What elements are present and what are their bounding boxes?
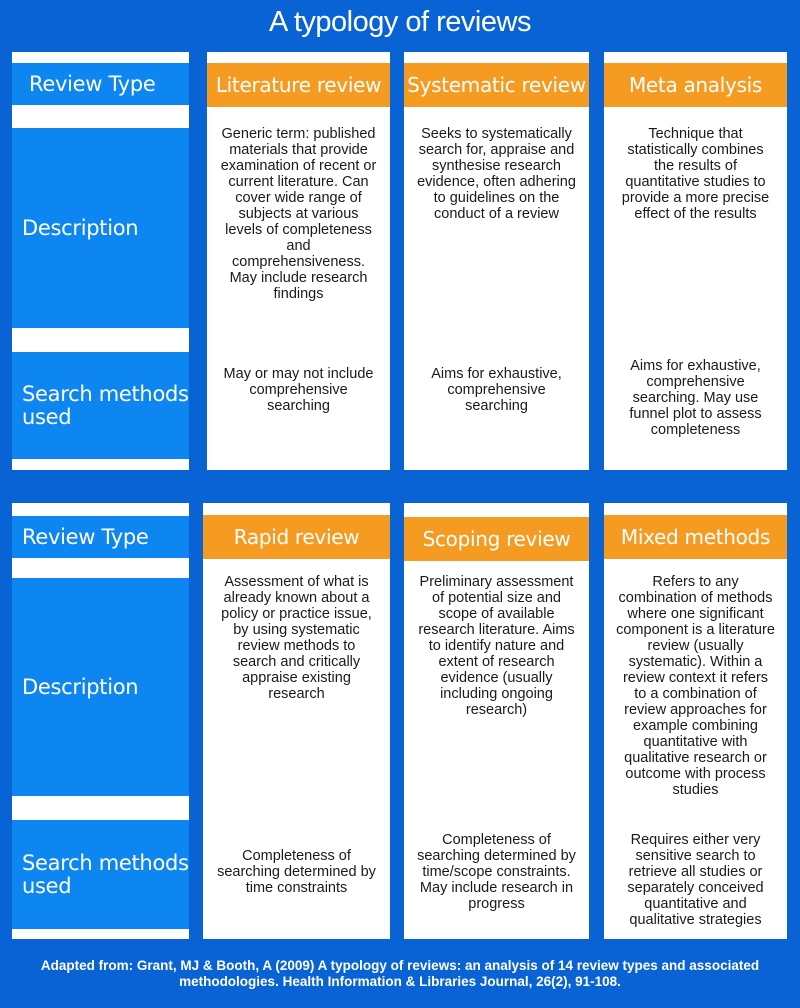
page-title: A typology of reviews [269,6,531,38]
row-label-search-methods: Search methods used [12,820,189,929]
review-description: Technique that statistically combines the results of quantitative studies to provide a more precise effect of the results [621,126,770,222]
row-label-description: Description [12,578,189,796]
row-label-description: Description [12,128,189,328]
review-type-heading: Scoping review [404,517,589,561]
review-search-methods: Aims for exhaustive, comprehensive searching. May use funnel plot to assess completeness [629,358,762,438]
review-type-heading: Mixed methods [604,515,787,559]
review-description: Assessment of what is already known about a policy or practice issue, by using systematic review methods to search and critically appraise existing research [221,574,372,702]
review-search-methods: Completeness of searching determined by time constraints [217,848,376,896]
review-description: Preliminary assessment of potential size and scope of available research literature. Aims to identify nature and extent of research evidence (usually including ongoing research) [418,574,575,718]
review-description: Refers to any combination of methods where one significant component is a literature review (usually systematic). Within a review context it refers to a combination of review approaches for example combining quantitative with qualitative research or outcome with process studies [616,574,775,798]
review-column-mixed-methods [604,503,787,939]
review-type-heading: Rapid review [203,515,390,559]
review-search-methods: May or may not include comprehensive searching [223,366,374,414]
review-column-systematic [404,52,589,470]
review-column-literature [207,52,390,470]
review-column-meta-analysis [604,52,787,470]
row-label-review-type: Review Type [12,63,189,105]
review-type-heading: Meta analysis [604,63,787,107]
citation-footer: Adapted from: Grant, MJ & Booth, A (2009) A typology of reviews: an analysis of 14 review types and associated methodologies. Health Information & Libraries Journal, 26(2), 91-108. [40,958,760,989]
review-description: Generic term: published materials that provide examination of recent or current literature. Can cover wide range of subjects at various levels of completeness and comprehensiveness. May include research findings [220,126,377,302]
review-search-methods: Completeness of searching determined by time/scope constraints. May include research in progress [417,832,576,912]
review-description: Seeks to systematically search for, appraise and synthesise research evidence, often adhering to guidelines on the conduct of a review [417,126,576,222]
row-label-review-type: Review Type [12,516,189,558]
row-label-search-methods: Search methods used [12,352,189,459]
review-column-rapid [203,503,390,939]
review-type-heading: Systematic review [404,63,589,107]
review-search-methods: Requires either very sensitive search to retrieve all studies or separately conceived quantitative and qualitative strategies [627,832,764,928]
review-column-scoping [404,503,589,939]
review-type-heading: Literature review [207,63,390,107]
review-search-methods: Aims for exhaustive, comprehensive searching [431,366,562,414]
